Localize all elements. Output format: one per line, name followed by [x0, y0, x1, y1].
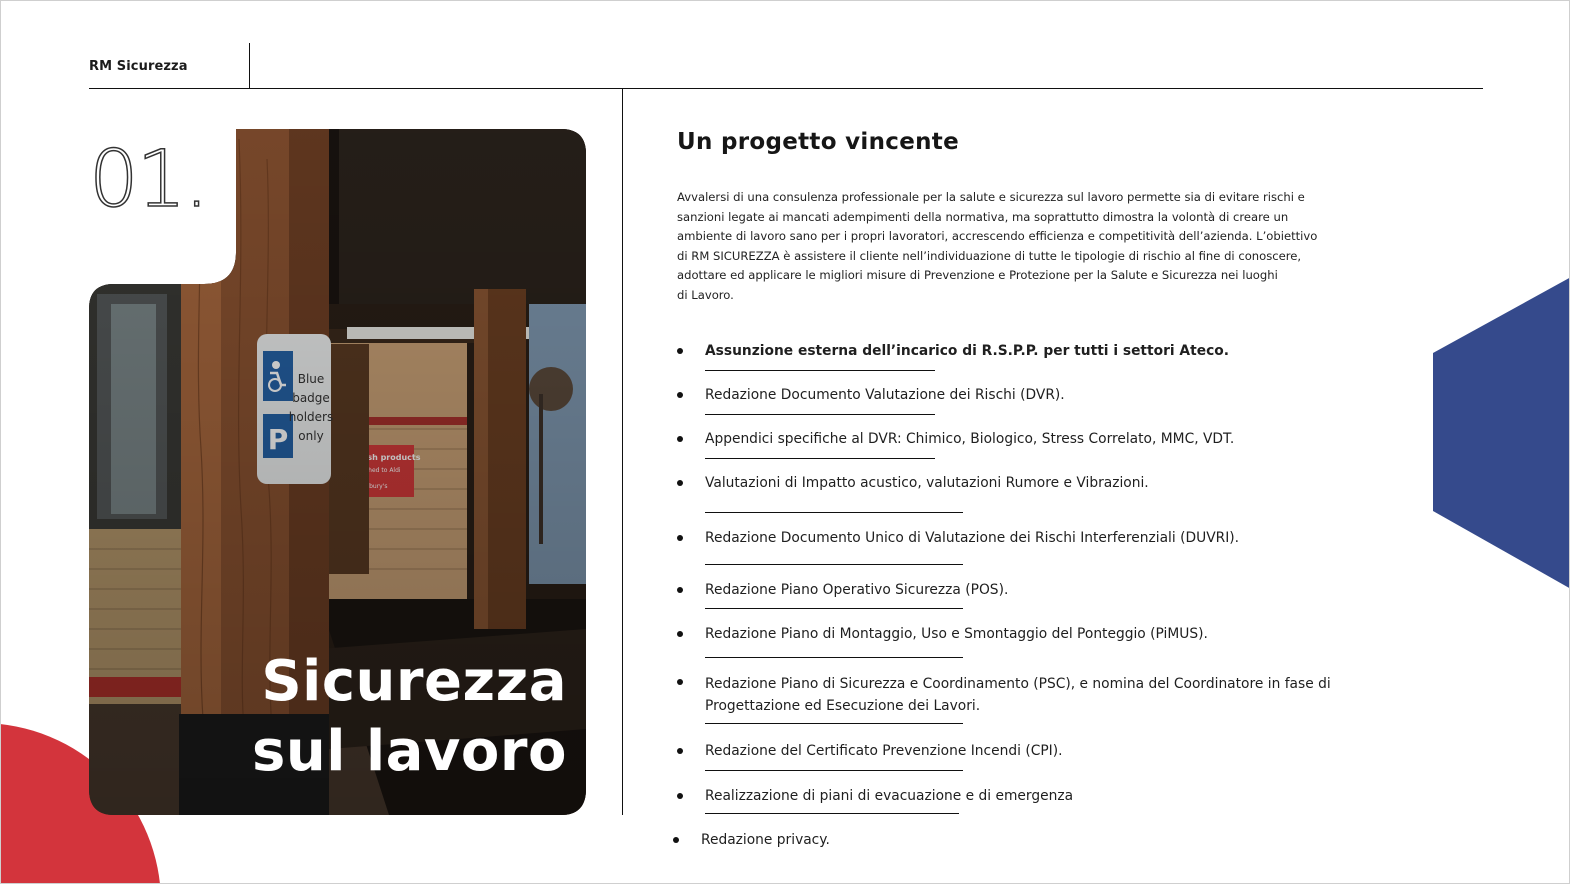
service-text: Valutazioni di Impatto acustico, valutazioni Rumore e Vibrazioni.: [705, 475, 1149, 491]
service-text: Redazione Piano di Montaggio, Uso e Smontaggio del Ponteggio (PiMUS).: [705, 626, 1208, 642]
content-heading: Un progetto vincente: [677, 129, 959, 155]
service-text: Redazione del Certificato Prevenzione Incendi (CPI).: [705, 743, 1063, 759]
underline: [705, 813, 959, 814]
bullet-icon: [677, 748, 683, 754]
service-text: Redazione privacy.: [701, 832, 830, 848]
underline: [705, 657, 963, 658]
service-text-continued: Progettazione ed Esecuzione dei Lavori.: [705, 698, 981, 714]
bullet-icon: [677, 587, 683, 593]
service-text: Appendici specifiche al DVR: Chimico, Biologico, Stress Correlato, MMC, VDT.: [705, 431, 1235, 447]
section-number: 01.: [89, 135, 208, 225]
bullet-icon: [677, 535, 683, 541]
blue-hexagon-decoration: [1433, 277, 1570, 589]
brand-name: RM Sicurezza: [89, 59, 188, 74]
underline: [705, 512, 963, 513]
header-divider: [249, 43, 250, 89]
underline: [705, 723, 963, 724]
bullet-icon: [673, 837, 679, 843]
underline: [705, 770, 963, 771]
service-text: Realizzazione di piani di evacuazione e di emergenza: [705, 788, 1074, 804]
service-text: Redazione Documento Valutazione dei Rischi (DVR).: [705, 387, 1065, 403]
bullet-icon: [677, 392, 683, 398]
underline: [705, 370, 935, 371]
service-text: Redazione Documento Unico di Valutazione dei Rischi Interferenziali (DUVRI).: [705, 530, 1240, 546]
intro-paragraph: [677, 188, 1337, 305]
column-divider: [622, 89, 623, 815]
underline: [705, 608, 963, 609]
underline: [705, 458, 935, 459]
bullet-icon: [677, 436, 683, 442]
intro-text: Avvalersi di una consulenza professionale per la salute e sicurezza sul lavoro permette sia di evitare rischi e sanzioni legate ai mancati adempimenti della normativa, ma soprattutto dimostra la volontà di creare un ambiente di lavoro sano per i propri lavoratori, accrescendo efficienza e competitività dell’azienda. L’obiettivo di RM SICUREZZA è assistere il cliente nell’individuazione di tutte le tipologie di rischio al fine di conoscere, adottare ed applicare le migliori misure di Prevenzione e Protezione per la Salute e Sicurezza nei luoghi di Lavoro.: [677, 190, 1318, 302]
service-text: Assunzione esterna dell’incarico di R.S.P.P. per tutti i settori Ateco.: [705, 343, 1229, 359]
cover-photo: [89, 129, 586, 815]
bullet-icon: [677, 679, 683, 685]
top-rule: [89, 88, 1483, 89]
bullet-icon: [677, 631, 683, 637]
photo-title-line-2: sul lavoro: [252, 719, 567, 784]
photo-title: [252, 647, 567, 787]
bullet-icon: [677, 480, 683, 486]
bullet-icon: [677, 348, 683, 354]
bullet-icon: [677, 793, 683, 799]
photo-title-line-1: Sicurezza: [261, 649, 567, 714]
service-text: Redazione Piano di Sicurezza e Coordinamento (PSC), e nomina del Coordinatore in fase di: [705, 676, 1331, 692]
service-text: Redazione Piano Operativo Sicurezza (POS).: [705, 582, 1009, 598]
underline: [705, 564, 963, 565]
underline: [705, 414, 935, 415]
